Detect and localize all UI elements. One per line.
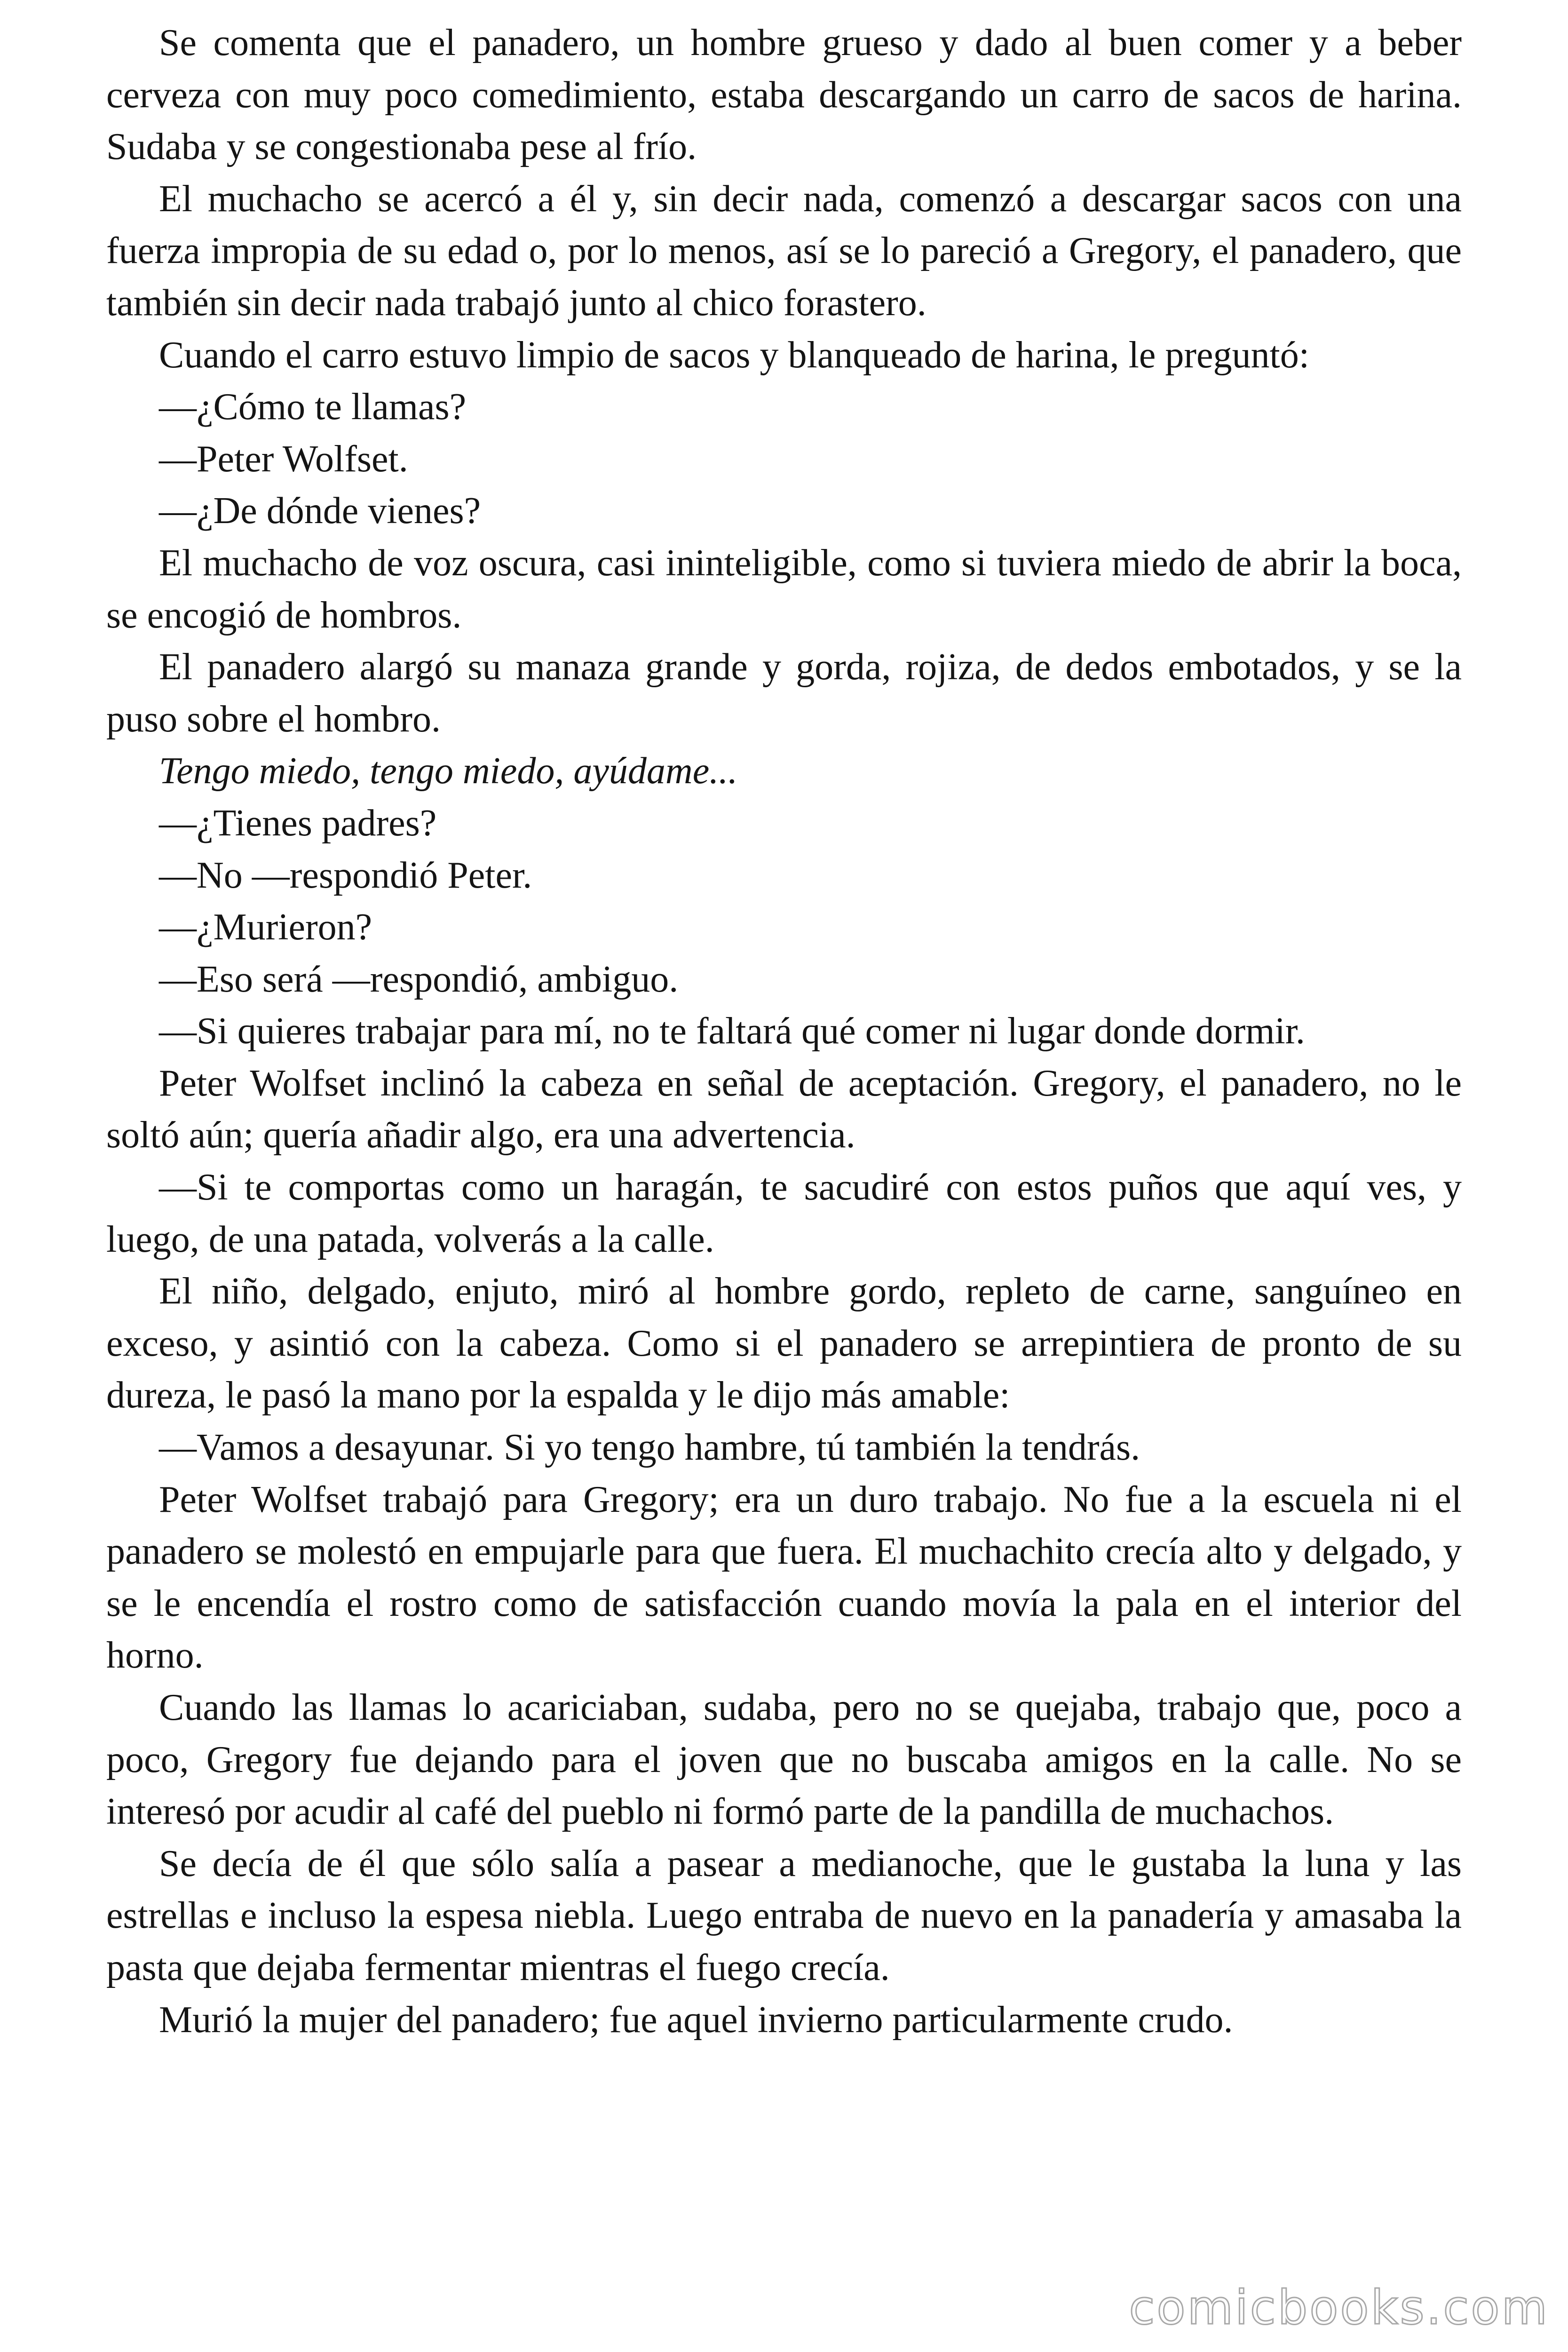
paragraph: Peter Wolfset inclinó la cabeza en señal de aceptación. Gregory, el panadero, no le soltó aún; quería añadir algo, era una advertencia. — [106, 1062, 1462, 1156]
paragraph: El panadero alargó su manaza grande y gorda, rojiza, de dedos embotados, y se la puso sobre el hombro. — [106, 646, 1462, 740]
dialogue-line: —Eso será —respondió, ambiguo. — [159, 958, 679, 1000]
paragraph: El muchacho de voz oscura, casi ininteligible, como si tuviera miedo de abrir la boca, se encogió de hombros. — [106, 542, 1462, 636]
paragraph: El niño, delgado, enjuto, miró al hombre gordo, repleto de carne, sanguíneo en exceso, y asintió con la cabeza. Como si el panadero se arrepintiera de pronto de su dureza, le pasó la mano por la espalda y le dijo más amable: — [106, 1271, 1462, 1416]
paragraph: Cuando las llamas lo acariciaban, sudaba, pero no se quejaba, trabajo que, poco a poco, Gregory fue dejando para el joven que no buscaba amigos en la calle. No se interesó por acudir al café del pueblo ni formó parte de la pandilla de muchachos. — [106, 1687, 1462, 1833]
dialogue-line: —¿Cómo te llamas? — [159, 386, 467, 428]
dialogue-line: —Vamos a desayunar. Si yo tengo hambre, tú también la tendrás. — [159, 1427, 1140, 1469]
paragraph: Peter Wolfset trabajó para Gregory; era un duro trabajo. No fue a la escuela ni el panadero se molestó en empujarle para que fuera. El muchachito crecía alto y delgado, y se le encendía el rostro como de satisfacción cuando movía la pala en el interior del horno. — [106, 1478, 1462, 1677]
paragraph: Murió la mujer del panadero; fue aquel invierno particularmente crudo. — [159, 1999, 1233, 2041]
dialogue-line: —¿Tienes padres? — [159, 802, 437, 844]
italic-thought: Tengo miedo, tengo miedo, ayúdame... — [159, 750, 738, 792]
paragraph: Se comenta que el panadero, un hombre grueso y dado al buen comer y a beber cerveza con muy poco comedimiento, estaba descargando un carro de sacos de harina. Sudaba y se congestionaba pese al frío. — [106, 22, 1462, 168]
watermark-logo: comicbooks.com — [1129, 2280, 1549, 2335]
dialogue-line: —Peter Wolfset. — [159, 438, 408, 480]
paragraph: El muchacho se acercó a él y, sin decir nada, comenzó a descargar sacos con una fuerza impropia de su edad o, por lo menos, así se lo pareció a Gregory, el panadero, que también sin decir nada trabajó junto al chico forastero. — [106, 178, 1462, 324]
paragraph: Cuando el carro estuvo limpio de sacos y blanqueado de harina, le preguntó: — [159, 334, 1309, 376]
dialogue-line: —¿De dónde vienes? — [159, 490, 481, 532]
paragraph: Se decía de él que sólo salía a pasear a medianoche, que le gustaba la luna y las estrellas e incluso la espesa niebla. Luego entraba de nuevo en la panadería y amasaba la pasta que dejaba fermentar mientras el fuego crecía. — [106, 1843, 1462, 1988]
dialogue-line: —Si te comportas como un haragán, te sacudiré con estos puños que aquí ves, y luego, de una patada, volverás a la calle. — [106, 1167, 1462, 1260]
book-page-text — [106, 17, 1462, 2046]
dialogue-line: —Si quieres trabajar para mí, no te faltará qué comer ni lugar donde dormir. — [159, 1010, 1305, 1052]
dialogue-line: —¿Murieron? — [159, 906, 372, 948]
dialogue-line: —No —respondió Peter. — [159, 854, 532, 896]
